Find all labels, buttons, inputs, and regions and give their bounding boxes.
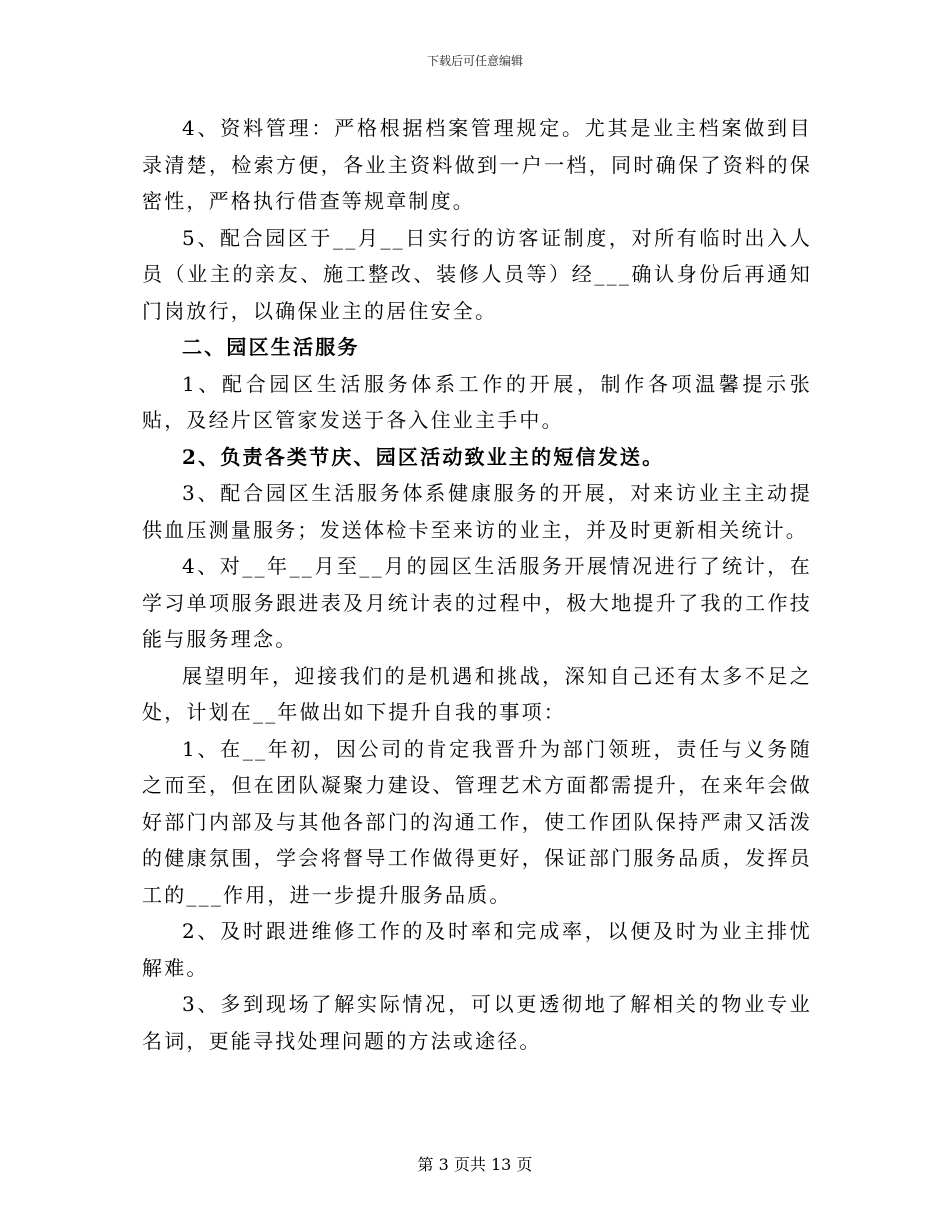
page-footer: 第 3 页共 13 页 bbox=[417, 1155, 533, 1174]
paragraph-notice-posting: 1、配合园区生活服务体系工作的开展，制作各项温馨提示张贴，及经片区管家发送于各入住业主手中。 bbox=[142, 371, 812, 432]
section-heading-life-service: 二、园区生活服务 bbox=[182, 335, 360, 359]
paragraph-sms-sending: 2、负责各类节庆、园区活动致业主的短信发送。 bbox=[182, 444, 665, 469]
paragraph-statistics: 4、对__年__月至__月的园区生活服务开展情况进行了统计，在学习单项服务跟进表及月统计表的过程中，极大地提升了我的工作技能与服务理念。 bbox=[142, 554, 812, 651]
paragraph-visitor-pass: 5、配合园区于__月__日实行的访客证制度，对所有临时出入人员（业主的亲友、施工整改、装修人员等）经___确认身份后再通知门岗放行，以确保业主的居住安全。 bbox=[142, 225, 812, 323]
paragraph-archive-management: 4、资料管理：严格根据档案管理规定。尤其是业主档案做到目录清楚，检索方便，各业主资料做到一户一档，同时确保了资料的保密性，严格执行借查等规章制度。 bbox=[142, 116, 812, 213]
page-header: 下载后可任意编辑 bbox=[426, 54, 523, 68]
paragraph-outlook: 展望明年，迎接我们的是机遇和挑战，深知自己还有太多不足之处，计划在__年做出如下提升自我的事项： bbox=[142, 663, 812, 724]
paragraph-plan-onsite: 3、多到现场了解实际情况，可以更透彻地了解相关的物业专业名词，更能寻找处理问题的方法或途径。 bbox=[142, 992, 812, 1053]
document-body bbox=[142, 110, 812, 1059]
paragraph-plan-team: 1、在__年初，因公司的肯定我晋升为部门领班，责任与义务随之而至，但在团队凝聚力建设、管理艺术方面都需提升，在来年会做好部门内部及与其他各部门的沟通工作，使工作团队保持严肃又活泼的健康氛围，学会将督导工作做得更好，保证部门服务品质，发挥员工的___作用，进一步提升服务品质。 bbox=[142, 736, 812, 907]
paragraph-plan-repair: 2、及时跟进维修工作的及时率和完成率，以便及时为业主排忧解难。 bbox=[142, 919, 812, 980]
paragraph-health-service: 3、配合园区生活服务体系健康服务的开展，对来访业主主动提供血压测量服务；发送体检卡至来访的业主，并及时更新相关统计。 bbox=[142, 481, 812, 542]
